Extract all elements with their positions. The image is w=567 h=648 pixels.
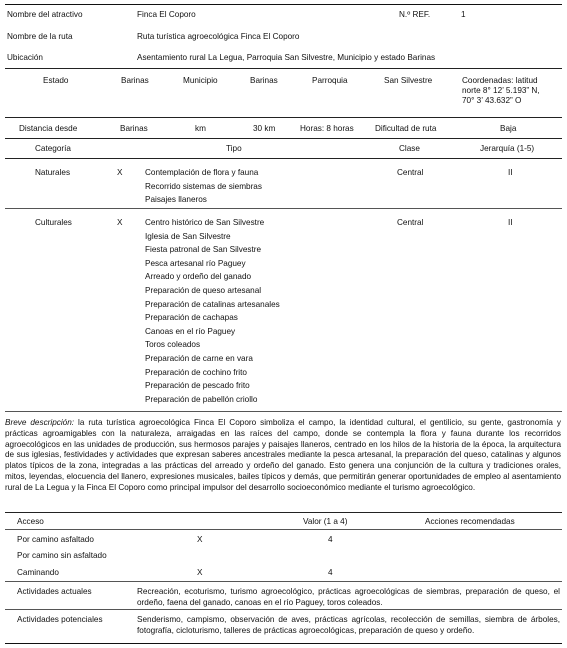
distance-hours: Horas: 8 horas xyxy=(300,124,354,133)
description-label: Breve descripción: xyxy=(5,418,75,427)
coordinates-line-2: norte 8° 12’ 5.193” N, xyxy=(462,86,540,95)
access-row-mark: X xyxy=(197,535,203,544)
access-row-label: Por camino asfaltado xyxy=(17,535,94,544)
ruta-label: Nombre de la ruta xyxy=(7,32,73,41)
coordinates-line-3: 70° 3’ 43.632” O xyxy=(462,96,522,105)
culturales-item: Preparación de cochino frito xyxy=(145,367,247,377)
ubicacion-value: Asentamiento rural La Legua, Parroquia San Silvestre, Municipio y estado Barinas xyxy=(137,53,436,62)
distance-unit: km xyxy=(195,124,206,133)
rule-after-category-header xyxy=(5,158,562,159)
rule-before-distance xyxy=(5,117,562,118)
culturales-jerarquia: II xyxy=(508,218,513,227)
culturales-item: Preparación de pescado frito xyxy=(145,381,250,391)
culturales-item: Fiesta patronal de San Silvestre xyxy=(145,245,262,255)
parroquia-value: San Silvestre xyxy=(384,76,433,85)
nombre-value: Finca El Coporo xyxy=(137,10,196,19)
acceso-header: Acceso xyxy=(17,517,44,526)
access-row-value: 4 xyxy=(328,568,333,577)
actuales-text: Recreación, ecoturismo, turismo agroecológico, prácticas agroecológicas de siembras, preparación de queso, el ordeño, faena del ganado, canoas en el río Paguey, toros coleados. xyxy=(137,587,560,607)
acciones-header: Acciones recomendadas xyxy=(425,517,515,526)
rule-before-description xyxy=(5,411,562,412)
access-row-label: Por camino sin asfaltado xyxy=(17,551,107,560)
estado-value: Barinas xyxy=(121,76,149,85)
naturales-mark: X xyxy=(117,168,123,177)
culturales-item: Centro histórico de San Silvestre xyxy=(145,218,265,227)
culturales-item: Preparación de pabellón criollo xyxy=(145,394,258,404)
nombre-label: Nombre del atractivo xyxy=(7,10,83,19)
rule-after-naturales xyxy=(5,208,562,209)
parroquia-label: Parroquia xyxy=(312,76,348,85)
difficulty-label: Dificultad de ruta xyxy=(375,124,437,133)
coordinates-line-1: Coordenadas: latitud xyxy=(462,76,538,85)
ubicacion-label: Ubicación xyxy=(7,53,43,62)
clase-header: Clase xyxy=(399,144,420,153)
rule-after-distance xyxy=(5,138,562,139)
culturales-item: Iglesia de San Silvestre xyxy=(145,231,231,241)
distance-from: Barinas xyxy=(120,124,148,133)
naturales-item: Recorrido sistemas de siembras xyxy=(145,181,262,191)
difficulty-value: Baja xyxy=(500,124,517,133)
potenciales-label: Actividades potenciales xyxy=(17,615,103,624)
potenciales-text: Senderismo, campismo, observación de aves, prácticas agrícolas, recolección de semillas, siembra de árboles, fotografía, cicloturismo, talleres de prácticas agroecológicas, preparación de queso y ordeño. xyxy=(137,615,560,635)
municipio-value: Barinas xyxy=(250,76,278,85)
valor-header: Valor (1 a 4) xyxy=(303,517,348,526)
municipio-label: Municipio xyxy=(183,76,218,85)
rule-top xyxy=(5,4,562,5)
culturales-item: Pesca artesanal río Paguey xyxy=(145,258,246,268)
distance-value: 30 km xyxy=(253,124,276,133)
ruta-value: Ruta turística agroecológica Finca El Coporo xyxy=(137,32,300,41)
culturales-item: Preparación de queso artesanal xyxy=(145,286,262,295)
rule-after-description xyxy=(5,512,562,513)
ref-label: N.º REF. xyxy=(399,10,431,19)
culturales-item: Canoas en el río Paguey xyxy=(145,326,236,336)
rule-before-potenciales xyxy=(5,609,562,610)
ref-value: 1 xyxy=(461,10,466,19)
naturales-label: Naturales xyxy=(35,168,71,177)
rule-after-access-header xyxy=(5,529,562,530)
categoria-header: Categoría xyxy=(35,144,71,153)
rule-bottom xyxy=(5,643,562,644)
access-row-label: Caminando xyxy=(17,568,59,577)
culturales-label: Culturales xyxy=(35,218,72,227)
culturales-item: Preparación de cachapas xyxy=(145,313,238,323)
description-text: la ruta turística agroecológica Finca El Coporo simboliza el campo, la identidad cultural, el gentilicio, su gente, gastronomía y prácticas agroamigables con la naturaleza, arraigadas en las raíces del campo, donde se contempla la flora y fauna durante los recorridos agroecológicos en las unidades de producción, sus hermosos parajes y paisajes llaneros, centrado en los hilos de la historia de la época, la arquitectura de sus iglesias, festividades y actividades que expresan saberes ancestrales mediante la pesca artesanal, la preparación del queso, catalinas y algunos platos típicos de la zona, integradas a las prácticas del arreado y ordeño del ganado. Esto genera una conjunción de la cultura y tradiciones orales, mitos, leyendas, elocuencia del llanero, expresiones musicales, bailes típicos y demás, que permitirán generar oportunidades de empleo al asentamiento rural de La Legua y la Finca El Coporo como principal impulsor del desarrollo socioeconómico mediante el turismo agroecológico. xyxy=(5,418,561,492)
naturales-item: Paisajes llaneros xyxy=(145,195,207,204)
tipo-header: Tipo xyxy=(226,144,242,153)
naturales-clase: Central xyxy=(397,168,424,177)
access-row-value: 4 xyxy=(328,535,333,544)
distance-label: Distancia desde xyxy=(19,124,78,133)
culturales-mark: X xyxy=(117,218,123,227)
description-paragraph xyxy=(5,418,561,494)
rule-before-actuales xyxy=(5,581,562,582)
culturales-item: Toros coleados xyxy=(145,340,201,350)
jerarquia-header: Jerarquía (1-5) xyxy=(480,144,535,153)
naturales-jerarquia: II xyxy=(508,168,513,177)
estado-label: Estado xyxy=(43,76,69,85)
culturales-clase: Central xyxy=(397,218,424,227)
culturales-item: Preparación de carne en vara xyxy=(145,354,253,363)
rule-after-ubicacion xyxy=(5,68,562,69)
access-row-mark: X xyxy=(197,568,203,577)
actuales-label: Actividades actuales xyxy=(17,587,92,596)
naturales-item: Contemplación de flora y fauna xyxy=(145,168,259,177)
culturales-item: Arreado y ordeño del ganado xyxy=(145,272,252,282)
culturales-item: Preparación de catalinas artesanales xyxy=(145,299,280,309)
